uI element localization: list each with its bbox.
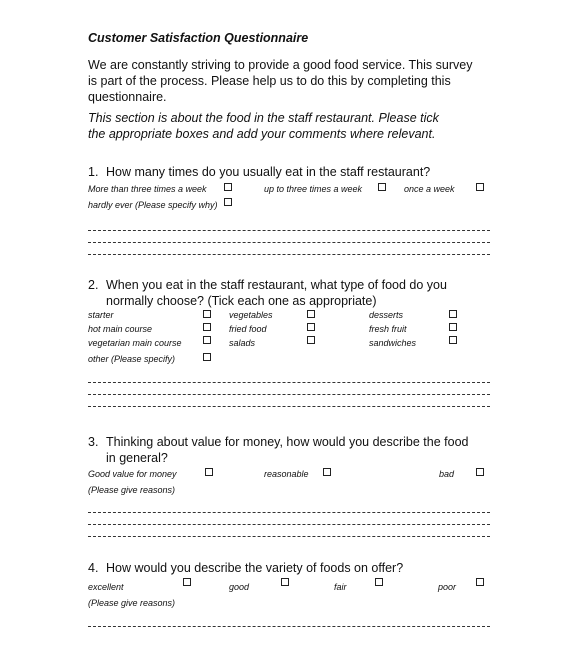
q2-checkbox-vegetables[interactable]	[307, 310, 315, 318]
q4-option-label: good	[229, 582, 250, 592]
q2-option-label: fried food	[229, 324, 267, 334]
q4-option-label: excellent	[88, 582, 124, 592]
section-intro: This section is about the food in the staff restaurant. Please tick the appropriate boxes and add your comments where relevant.	[88, 111, 439, 141]
q1-checkbox-up-to-three[interactable]	[378, 183, 386, 191]
q2-answer-line[interactable]	[88, 406, 490, 407]
q3-checkbox-bad[interactable]	[476, 468, 484, 476]
q1-answer-line[interactable]	[88, 254, 490, 255]
question-1-number: 1.	[88, 165, 99, 179]
q1-option-label: once a week	[404, 184, 455, 194]
q2-option-label: desserts	[369, 310, 404, 320]
q2-option-label: hot main course	[88, 324, 153, 334]
q3-checkbox-good-value[interactable]	[205, 468, 213, 476]
q4-reasons-label: (Please give reasons)	[88, 598, 176, 608]
q2-option-label: other (Please specify)	[88, 354, 176, 364]
q2-option-label: sandwiches	[369, 338, 417, 348]
q2-option-label: vegetables	[229, 310, 273, 320]
q3-answer-line[interactable]	[88, 536, 490, 537]
q2-checkbox-desserts[interactable]	[449, 310, 457, 318]
q4-checkbox-excellent[interactable]	[183, 578, 191, 586]
q3-answer-line[interactable]	[88, 524, 490, 525]
question-4-text: How would you describe the variety of foods on offer?	[106, 561, 404, 575]
q3-option-label: Good value for money	[88, 469, 177, 479]
q1-checkbox-more-than-three[interactable]	[224, 183, 232, 191]
q3-answer-line[interactable]	[88, 512, 490, 513]
q4-checkbox-fair[interactable]	[375, 578, 383, 586]
question-1-text: How many times do you usually eat in the staff restaurant?	[106, 165, 431, 179]
q2-answer-line[interactable]	[88, 394, 490, 395]
q4-checkbox-good[interactable]	[281, 578, 289, 586]
q1-option-label: hardly ever (Please specify why)	[88, 200, 218, 210]
q2-checkbox-starter[interactable]	[203, 310, 211, 318]
q2-checkbox-other[interactable]	[203, 353, 211, 361]
q2-checkbox-fried-food[interactable]	[307, 323, 315, 331]
q2-option-label: salads	[229, 338, 256, 348]
q3-option-label: reasonable	[264, 469, 309, 479]
q2-checkbox-hot-main-course[interactable]	[203, 323, 211, 331]
q1-checkbox-hardly-ever[interactable]	[224, 198, 232, 206]
q1-checkbox-once-a-week[interactable]	[476, 183, 484, 191]
q4-answer-line[interactable]	[88, 626, 490, 627]
q2-option-label: vegetarian main course	[88, 338, 182, 348]
q2-checkbox-salads[interactable]	[307, 336, 315, 344]
question-3-text: Thinking about value for money, how would you describe the food in general?	[106, 435, 469, 465]
question-2-number: 2.	[88, 278, 99, 292]
q2-answer-line[interactable]	[88, 382, 490, 383]
q1-answer-line[interactable]	[88, 242, 490, 243]
q4-checkbox-poor[interactable]	[476, 578, 484, 586]
q1-option-label: up to three times a week	[264, 184, 363, 194]
q2-checkbox-fresh-fruit[interactable]	[449, 323, 457, 331]
q1-answer-line[interactable]	[88, 230, 490, 231]
q2-checkbox-sandwiches[interactable]	[449, 336, 457, 344]
q2-checkbox-vegetarian[interactable]	[203, 336, 211, 344]
q1-option-label: More than three times a week	[88, 184, 207, 194]
q3-reasons-label: (Please give reasons)	[88, 485, 176, 495]
q3-option-label: bad	[439, 469, 455, 479]
page-title: Customer Satisfaction Questionnaire	[88, 31, 309, 45]
intro-paragraph: We are constantly striving to provide a good food service. This survey is part of the process. Please help us to do this by completing this questionnaire.	[88, 58, 473, 104]
question-3-number: 3.	[88, 435, 99, 449]
q3-checkbox-reasonable[interactable]	[323, 468, 331, 476]
q4-option-label: poor	[438, 582, 457, 592]
q2-option-label: starter	[88, 310, 114, 320]
q4-option-label: fair	[334, 582, 347, 592]
question-4-number: 4.	[88, 561, 99, 575]
question-2-text: When you eat in the staff restaurant, what type of food do you normally choose? (Tick each one as appropriate)	[106, 278, 447, 308]
q2-option-label: fresh fruit	[369, 324, 407, 334]
